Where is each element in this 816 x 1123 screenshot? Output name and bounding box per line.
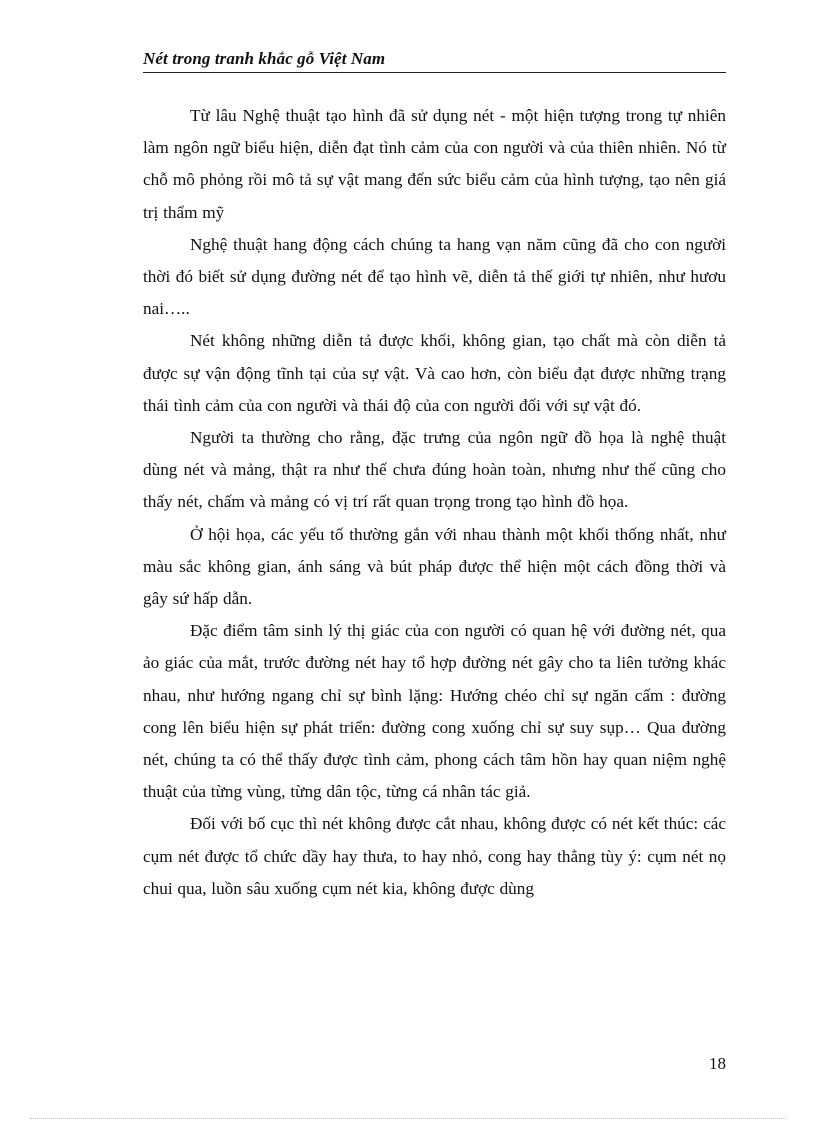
paragraph: Đối với bố cục thì nét không được cắt nhau, không được có nét kết thúc: các cụm nét được tổ chức dầy hay thưa, to hay nhỏ, cong hay thẳng tùy ý: cụm nét nọ chui qua, luồn sâu xuống cụm nét kia, không được dùng [143, 814, 726, 898]
paragraph: Đặc điểm tâm sinh lý thị giác của con người có quan hệ với đường nét, qua ảo giác của mắt, trước đường nét hay tổ hợp đường nét gây cho ta liên tưởng khác nhau, như hướng ngang chỉ sự bình lặng: Hướng chéo chỉ sự ngăn cấm : đường cong lên biểu hiện sự phát triển: đường cong xuống chỉ sự suy sụp… Qua đường nét, chúng ta có thể thấy được tình cảm, phong cách tâm hồn hay quan niệm nghệ thuật của từng vùng, từng dân tộc, từng cá nhân tác giả. [143, 621, 726, 802]
page-number: 18 [709, 1054, 726, 1073]
paragraph: Người ta thường cho rằng, đặc trưng của ngôn ngữ đồ họa là nghệ thuật dùng nét và mảng, thật ra như thế chưa đúng hoàn toàn, nhưng như thế cũng cho thấy nét, chấm và mảng có vị trí rất quan trọng trong tạo hình đồ họa. [143, 428, 726, 512]
paragraph: Nét không những diễn tả được khối, không gian, tạo chất mà còn diễn tả được sự vận động tĩnh tại của sự vật. Và cao hơn, còn biểu đạt được những trạng thái tình cảm của con người và thái độ của con người đối với sự vật đó. [143, 331, 726, 415]
paragraph: Từ lâu Nghệ thuật tạo hình đã sử dụng nét - một hiện tượng trong tự nhiên làm ngôn ngữ biểu hiện, diễn đạt tình cảm của con người và của thiên nhiên. Nó từ chỗ mô phỏng rồi mô tả sự vật mang đến sức biểu cảm của hình tượng, tạo nên giá trị thẩm mỹ [143, 106, 726, 222]
page-bottom-divider [30, 1118, 786, 1119]
paragraph: Nghệ thuật hang động cách chúng ta hang vạn năm cũng đã cho con người thời đó biết sử dụng đường nét để tạo hình vẽ, diễn tả thế giới tự nhiên, như hươu nai….. [143, 234, 726, 319]
document-title: Nét trong tranh khắc gỗ Việt Nam [143, 49, 386, 68]
body-text [143, 100, 726, 905]
paragraph: Ở hội họa, các yếu tố thường gắn với nhau thành một khối thống nhất, như màu sắc không gian, ánh sáng và bút pháp được thể hiện một cách đồng thời và gây sứ hấp dẫn. [143, 524, 726, 609]
running-header [143, 46, 726, 73]
